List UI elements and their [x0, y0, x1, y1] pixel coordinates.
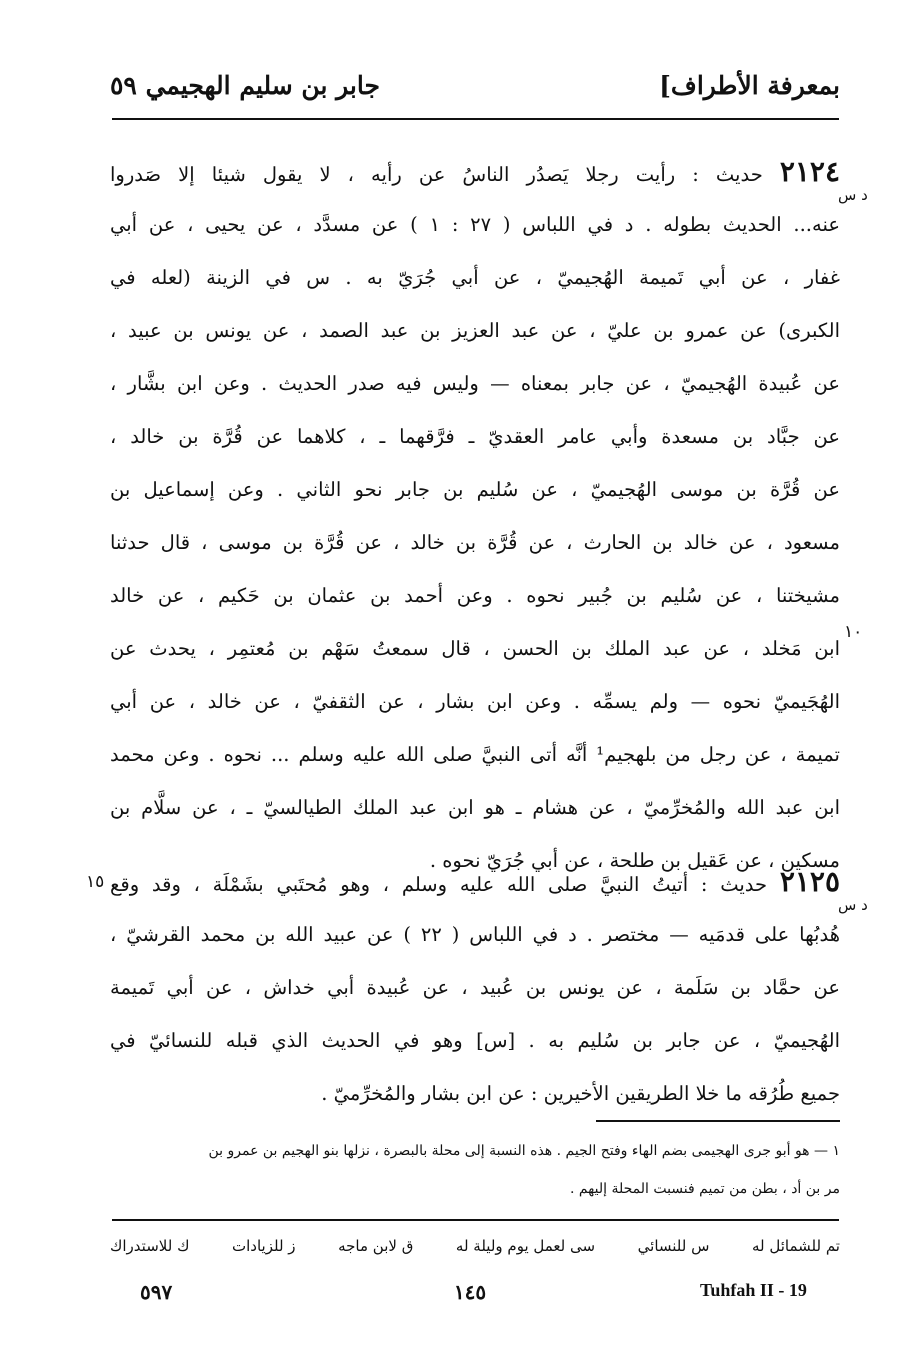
entry-2125 [110, 855, 840, 1120]
entry-line: ابن عبد الله والمُخرِّميّ ، عن هشام ـ هو ابن عبد الملك الطيالسيّ ـ ، عن سلَّام بن [110, 796, 840, 819]
entry-line: هُدبُها على قدمَيه — مختصر . د في اللباس ( ٢٢ ) عن عبيد الله بن محمد القرشيّ ، [110, 923, 840, 946]
running-header [110, 60, 840, 110]
siglum-amal-yawm: سى لعمل يوم وليلة له [455, 1237, 596, 1255]
entry-line: جميع طُرُقه ما خلا الطريقين الأخيرين : عن ابن بشار والمُخرِّميّ . [321, 1082, 840, 1105]
entry-line: عن عُبيدة الهُجيميّ ، عن جابر بمعناه — وليس فيه صدر الحديث . وعن ابن بشَّار ، [110, 372, 840, 395]
entry-line: مسعود ، عن خالد بن الحارث ، عن قُرَّة بن خالد ، عن قُرَّة بن موسى ، قال حدثنا [110, 531, 840, 554]
entry-line: عن حمَّاد بن سَلَمة ، عن يونس بن عُبيد ، عن عُبيدة أبي خداش ، عن أبي تَميمة [110, 976, 840, 999]
page-number-arabic: ٥٩٧ [140, 1280, 173, 1304]
footnote-line: مر بن أد ، بطن من تميم فنسبت المحلة إليهم . [569, 1181, 840, 1197]
footnote [108, 1132, 840, 1208]
entry-line: الهُجيميّ ، عن جابر بن سُليم به . [س] وهو في الحديث الذي قبله للنسائيّ في [110, 1029, 840, 1052]
entry-line: عنه... الحديث بطوله . د في اللباس ( ٢٧ : ١ ) عن مسدَّد ، عن يحيى ، عن أبي [110, 213, 840, 236]
entry-line: ابن مَخلد ، عن عبد الملك بن الحسن ، قال سمعتُ سَهْم بن مُعتمِر ، يحدث عن [110, 637, 840, 660]
entry-2125-margin-line-number: ١٥ [86, 872, 105, 892]
entry-line: الهُجَيميّ نحوه — ولم يسمِّه . وعن ابن بشار ، عن الثقفيّ ، عن خالد ، عن أبي [110, 690, 840, 713]
footnote-rule [596, 1120, 840, 1122]
footnote-line: ١ — هو أبو جرى الهجيمى بضم الهاء وفتح الجيم . هذه النسبة إلى محلة بالبصرة ، نزلها بنو الهجيم بن عمرو بن [208, 1143, 840, 1159]
header-right-title: بمعرفة الأطراف] [659, 70, 840, 100]
siglum-shamail: تم للشمائل له [751, 1237, 840, 1255]
entry-line: الكبرى) عن عمرو بن عليّ ، عن عبد العزيز بن عبد الصمد ، عن يونس بن عبيد ، [110, 319, 840, 342]
entry-line: مسكين ، عن عَقيل بن طلحة ، عن أبي جُرَيّ نحوه . [429, 849, 840, 872]
siglum-nasai: س للنسائي [637, 1237, 710, 1255]
header-left-title: جابر بن سليم الهجيمي ٥٩ [110, 70, 380, 100]
entry-line: عن جبَّاد بن مسعدة وأبي عامر العقديّ ـ فرَّقهما ـ ، كلاهما عن قُرَّة بن خالد ، [110, 425, 840, 448]
entry-number: ٢١٢٤ [779, 155, 840, 188]
sigla-legend [110, 1228, 840, 1264]
header-rule [112, 118, 839, 120]
siglum-ibn-majah: ق لابن ماجه [338, 1237, 414, 1255]
siglum-ziyadat: ز للزيادات [232, 1237, 296, 1255]
entry-number: ٢١٢٥ [779, 865, 840, 898]
entry-line: غفار ، عن أبي تَميمة الهُجيميّ ، عن أبي جُرَيّ به . س في الزينة (لعله في [110, 266, 840, 289]
entry-line: ٢١٢٥ حديث : أتيتُ النبيَّ صلى الله عليه وسلم ، وهو مُحتَبي بشَمْلَة ، وقد وقع [110, 865, 840, 898]
entry-line: تميمة ، عن رجل من بلهجيم¹ أنَّه أتى النبيَّ صلى الله عليه وسلم ... نحوه . وعن محمد [110, 743, 840, 766]
entry-line: عن قُرَّة بن موسى الهُجيميّ ، عن سُليم بن جابر نحو الثاني . وعن إسماعيل بن [110, 478, 840, 501]
entry-2124-margin-line-number: ١٠ [844, 622, 863, 642]
entry-line: مشيختنا ، عن سُليم بن جُبير نحوه . وعن أحمد بن عثمان بن حَكيم ، عن خالد [110, 584, 840, 607]
entry-2125-margin-siglum: د س [838, 896, 868, 914]
siglum-istidrak: ك للاستدراك [110, 1237, 190, 1255]
volume-signature: Tuhfah II - 19 [700, 1280, 807, 1300]
entry-2124 [110, 145, 840, 887]
entry-2124-margin-siglum: د س [838, 186, 868, 204]
legend-rule [112, 1219, 839, 1221]
signature-number: ١٤٥ [453, 1280, 487, 1304]
entry-line: ٢١٢٤ حديث : رأيت رجلا يَصدُر الناسُ عن رأيه ، لا يقول شيئا إلا صَدروا [110, 155, 840, 188]
